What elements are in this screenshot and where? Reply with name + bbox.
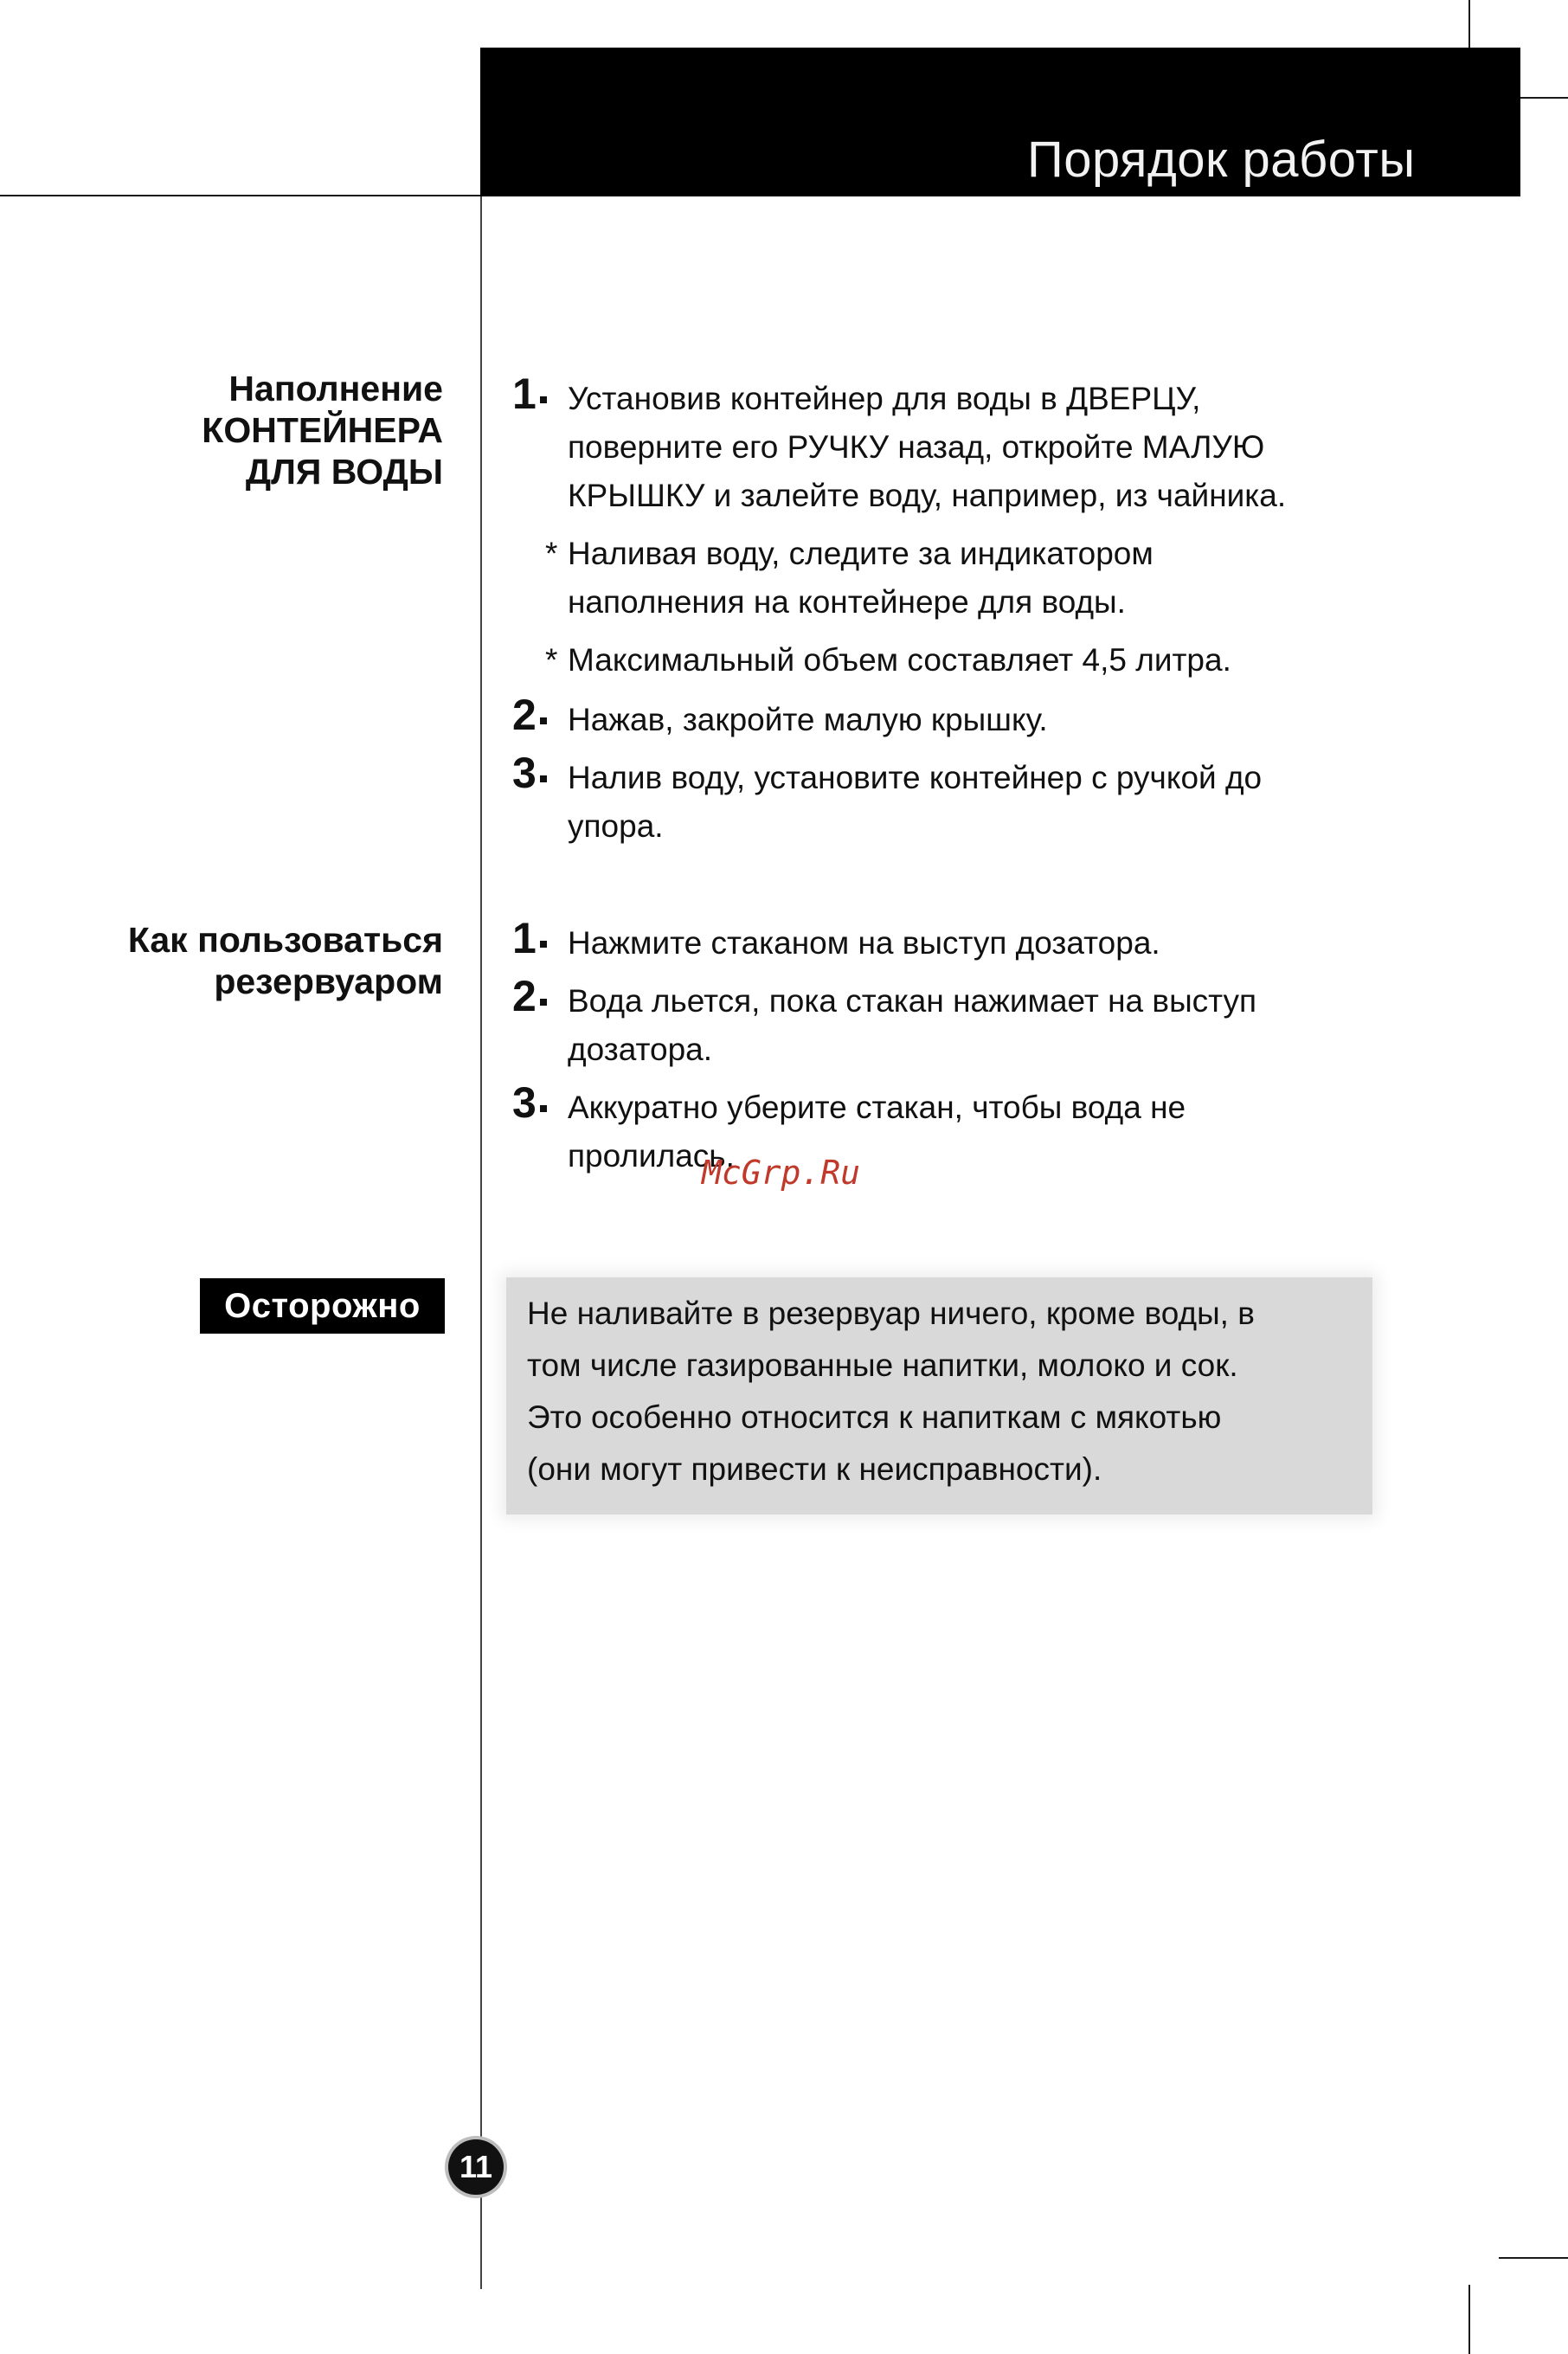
section-label-line: резервуаром bbox=[214, 962, 443, 1001]
step-text bbox=[568, 375, 1286, 520]
note-text-line: Максимальный объем составляет 4,5 литра. bbox=[568, 642, 1231, 678]
caution-line: том числе газированные напитки, молоко и сок. bbox=[527, 1347, 1238, 1383]
section-label-use-tank bbox=[128, 919, 443, 1002]
step-text bbox=[568, 977, 1256, 1074]
step-number: 2 bbox=[512, 691, 547, 739]
page-number: 11 bbox=[448, 2139, 504, 2195]
note-text-line: наполнения на контейнере для воды. bbox=[568, 584, 1126, 620]
step-text bbox=[568, 919, 1160, 968]
step-text-line: Установив контейнер для воды в ДВЕРЦУ, bbox=[568, 381, 1201, 416]
section-label-line: Наполнение bbox=[228, 369, 443, 408]
step-text-line: Аккуратно уберите стакан, чтобы вода не bbox=[568, 1090, 1186, 1125]
step-number: 3 bbox=[512, 749, 547, 797]
left-header-rule bbox=[0, 195, 480, 196]
section-label-fill-container bbox=[202, 368, 443, 492]
section-label-line: Как пользоваться bbox=[127, 920, 443, 960]
note-text-line: Наливая воду, следите за индикатором bbox=[568, 536, 1154, 571]
step-text-line: поверните его РУЧКУ назад, откройте МАЛУЮ bbox=[568, 429, 1265, 465]
step-text-line: Налив воду, установите контейнер с ручкой до bbox=[568, 760, 1263, 795]
step-number: 1 bbox=[512, 914, 547, 962]
step-text-line: Вода льется, пока стакан нажимает на выступ bbox=[568, 983, 1257, 1019]
caution-line: Не наливайте в резервуар ничего, кроме воды, в bbox=[527, 1296, 1255, 1331]
page-title: Порядок работы bbox=[1027, 132, 1416, 188]
caution-line: Это особенно относится к напиткам с мякотью bbox=[527, 1399, 1222, 1435]
corner-mark-bottom-vertical bbox=[1468, 2285, 1470, 2354]
section-label-line: ДЛЯ ВОДЫ bbox=[245, 452, 443, 492]
note-marker: * bbox=[545, 642, 558, 678]
caution-badge: Осторожно bbox=[200, 1278, 445, 1334]
caution-note-text bbox=[527, 1288, 1255, 1495]
step-text-line: упора. bbox=[568, 808, 664, 844]
note-marker: * bbox=[545, 536, 558, 571]
corner-mark-bottom-horizontal bbox=[1499, 2257, 1568, 2259]
corner-mark-top-horizontal bbox=[1520, 97, 1568, 99]
step-number: 3 bbox=[512, 1078, 547, 1127]
section-label-line: КОНТЕЙНЕРА bbox=[202, 410, 443, 450]
step-text-line: Нажав, закройте малую крышку. bbox=[568, 702, 1048, 737]
step-text-line: Нажмите стаканом на выступ дозатора. bbox=[568, 925, 1160, 961]
header-bar bbox=[480, 48, 1520, 196]
step-number: 2 bbox=[512, 972, 547, 1020]
corner-mark-top-vertical bbox=[1468, 0, 1470, 48]
step-text bbox=[568, 754, 1262, 851]
step-number: 1 bbox=[512, 370, 547, 418]
step-text bbox=[568, 1084, 1186, 1180]
watermark-text: McGrp.Ru bbox=[702, 1154, 861, 1192]
step-text-line: КРЫШКУ и залейте воду, например, из чайника. bbox=[568, 478, 1287, 513]
caution-note-box bbox=[506, 1277, 1372, 1515]
note-text bbox=[568, 636, 1231, 685]
note-text bbox=[568, 530, 1154, 627]
caution-line: (они могут привести к неисправности). bbox=[527, 1451, 1102, 1487]
step-text-line: пролилась. bbox=[568, 1138, 735, 1174]
vertical-divider bbox=[480, 195, 482, 2289]
step-text bbox=[568, 696, 1048, 744]
step-text-line: дозатора. bbox=[568, 1032, 713, 1067]
